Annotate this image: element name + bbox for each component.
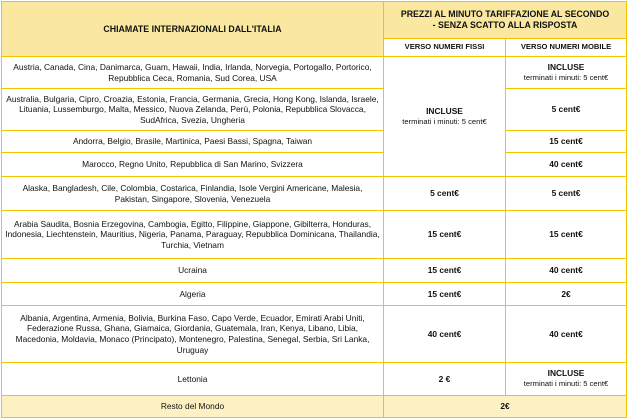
countries-cell: Austria, Canada, Cina, Danimarca, Guam, Hawaii, India, Irlanda, Norvegia, Portogallo, Portorico, Repubblica Ceca, Romania, Sud Corea, USA — [2, 57, 384, 89]
table-row — [2, 153, 627, 177]
mobile-price-note: terminati i minuti: 5 cent€ — [523, 72, 609, 82]
countries-cell: Australia, Bulgaria, Cipro, Croazia, Estonia, Francia, Germania, Grecia, Hong Kong, Islanda, Israele, Lituania, Lussemburgo, Malta, Messico, Nuova Zelanda, Perù, Polonia, Repubblica Slovacca, SudAfrica, Svezia, Ungheria — [2, 89, 384, 131]
mobile-price-cell: 2€ — [506, 283, 627, 306]
mobile-price-cell: 40 cent€ — [506, 259, 627, 283]
mobile-price-cell: 40 cent€ — [506, 306, 627, 363]
fissi-price-cell: 15 cent€ — [384, 211, 506, 259]
footer-price: 2€ — [384, 396, 627, 418]
international-rates-table — [1, 1, 627, 418]
mobile-price-label: INCLUSE — [547, 61, 585, 72]
header-fissi: VERSO NUMERI FISSI — [384, 39, 506, 57]
footer-label: Resto del Mondo — [2, 396, 384, 418]
mobile-price-label: INCLUSE — [547, 368, 585, 379]
countries-cell: Albania, Argentina, Armenia, Bolivia, Burkina Faso, Capo Verde, Ecuador, Emirati Arabi Uniti, Federazione Russa, Ghana, Giamaica, Giordania, Guatemala, Iran, Kenya, Libano, Libia, Macedonia, Moldavia, Monaco (Principato), Montenegro, Palestina, Senegal, Serbia, Sri Lanka, Uruguay — [2, 306, 384, 363]
table-row — [2, 89, 627, 131]
header-prices-line1: PREZZI AL MINUTO TARIFFAZIONE AL SECONDO — [400, 9, 610, 20]
fissi-included-cell — [384, 57, 506, 177]
mobile-price-cell — [506, 57, 627, 89]
table-row — [2, 177, 627, 211]
table-footer-row — [2, 396, 627, 418]
table-row — [2, 259, 627, 283]
countries-cell: Andorra, Belgio, Brasile, Martinica, Paesi Bassi, Spagna, Taiwan — [2, 131, 384, 153]
mobile-price-cell: 40 cent€ — [506, 153, 627, 177]
countries-cell: Algeria — [2, 283, 384, 306]
countries-cell: Ucraina — [2, 259, 384, 283]
countries-cell: Lettonia — [2, 363, 384, 396]
mobile-price-cell — [506, 363, 627, 396]
included-label: INCLUSE — [426, 105, 463, 116]
included-note: terminati i minuti: 5 cent€ — [402, 116, 487, 126]
fissi-price-cell: 5 cent€ — [384, 177, 506, 211]
fissi-price-cell: 15 cent€ — [384, 259, 506, 283]
table-row — [2, 306, 627, 363]
mobile-price-cell: 5 cent€ — [506, 177, 627, 211]
header-prices — [384, 2, 627, 39]
mobile-price-note: terminati i minuti: 5 cent€ — [523, 379, 609, 388]
header-countries: CHIAMATE INTERNAZIONALI DALL'ITALIA — [2, 2, 384, 57]
header-mobile: VERSO NUMERI MOBILE — [506, 39, 627, 57]
header-prices-line2: - SENZA SCATTO ALLA RISPOSTA — [432, 20, 578, 30]
mobile-price-cell: 15 cent€ — [506, 211, 627, 259]
countries-cell: Alaska, Bangladesh, Cile, Colombia, Costarica, Finlandia, Isole Vergini Americane, Malesia, Pakistan, Singapore, Slovenia, Venezuela — [2, 177, 384, 211]
countries-cell: Marocco, Regno Unito, Repubblica di San Marino, Svizzera — [2, 153, 384, 177]
fissi-price-cell: 15 cent€ — [384, 283, 506, 306]
countries-cell: Arabia Saudita, Bosnia Erzegovina, Cambogia, Egitto, Filippine, Giappone, Gibilterra, Honduras, Indonesia, Liechtenstein, Mauritius, Nigeria, Panama, Paraguay, Repubblica Dominicana, Thailandia, Turchia, Vietnam — [2, 211, 384, 259]
fissi-price-cell: 40 cent€ — [384, 306, 506, 363]
table-row — [2, 57, 627, 89]
fissi-price-cell: 2 € — [384, 363, 506, 396]
table-row — [2, 283, 627, 306]
mobile-price-cell: 15 cent€ — [506, 131, 627, 153]
mobile-price-cell: 5 cent€ — [506, 89, 627, 131]
table-row — [2, 363, 627, 396]
table-row — [2, 131, 627, 153]
table-row — [2, 211, 627, 259]
table-header-row — [2, 2, 627, 39]
